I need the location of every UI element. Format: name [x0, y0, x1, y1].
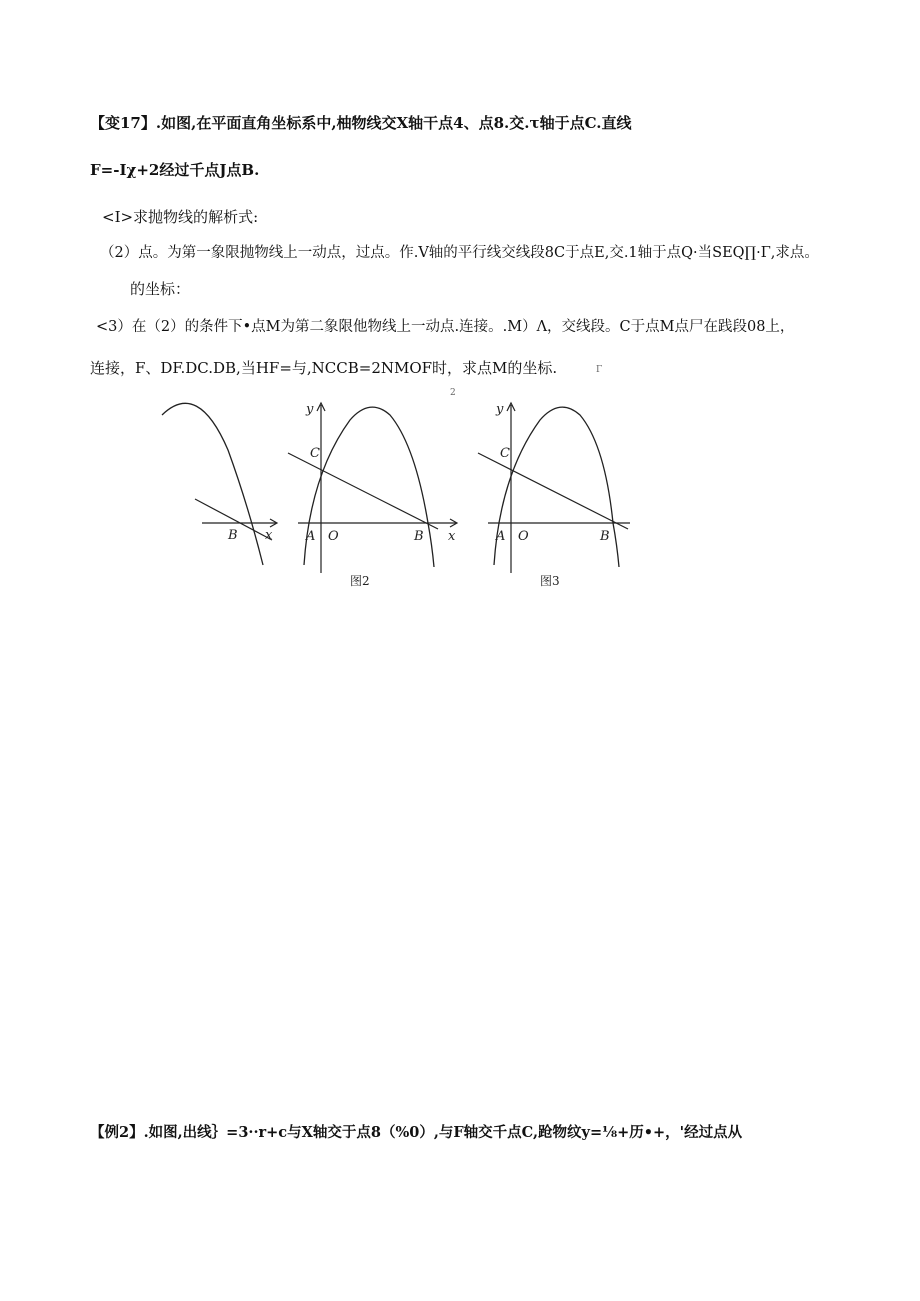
fig1-label-x: x — [265, 528, 273, 543]
question2-line1: （2）点。为第一象限抛物线上一动点，过点。作.V轴的平行线交线段8C于点E,交.1轴于点Q·当SEQ∏·Γ,求点。 — [100, 245, 819, 261]
fig2-label-a: A — [306, 529, 316, 544]
figure-2 — [280, 395, 460, 590]
question1: <I>求抛物线的解析式: — [102, 208, 259, 226]
problem17-line1: 【变17】.如图,在平面直角坐标系中,柚物线交X轴干点4、点8.交.τ轴于点C.直线 — [90, 114, 632, 132]
stray-mark-1: Γ — [596, 365, 603, 375]
fig3-label-c: C — [500, 446, 510, 461]
fig2-label-b: B — [414, 529, 424, 544]
question2-line2: 的坐标： — [130, 280, 191, 298]
question3-line1: <3）在（2）的条件下•点M为第二象限他物线上一动点.连接。.M）Λ，交线段。C于点M点尸在践段08上， — [96, 319, 795, 335]
question3-line2: 连接，F、DF.DC.DB,当HF=与,NCCB=2NMOF时，求点M的坐标. — [90, 359, 558, 377]
fig1-label-b: B — [228, 528, 238, 543]
fig2-label-o: O — [328, 529, 339, 544]
fig2-caption: 图2 — [350, 574, 370, 588]
figure-1 — [150, 395, 290, 575]
fig3-label-b: B — [600, 529, 610, 544]
example2-line1: 【例2】.如图,出线｝=3··r+c与X轴交于点8（%0）,与F轴交千点C,跄物纹y=⅛+历•+，'经过点从 — [90, 1124, 743, 1141]
fig3-label-a: A — [496, 529, 506, 544]
fig1-parabola — [162, 403, 263, 565]
fig2-label-x: x — [448, 529, 456, 544]
fig3-label-y: y — [496, 402, 504, 417]
fig3-label-o: O — [518, 529, 529, 544]
fig2-label-y: y — [306, 402, 314, 417]
problem17-line2: F=-Iχ+2经过千点J点B. — [90, 161, 260, 179]
fig3-caption: 图3 — [540, 574, 560, 588]
fig2-label-c: C — [310, 446, 320, 461]
stray-mark-2: 2 — [450, 388, 456, 398]
figure-3 — [470, 395, 640, 590]
